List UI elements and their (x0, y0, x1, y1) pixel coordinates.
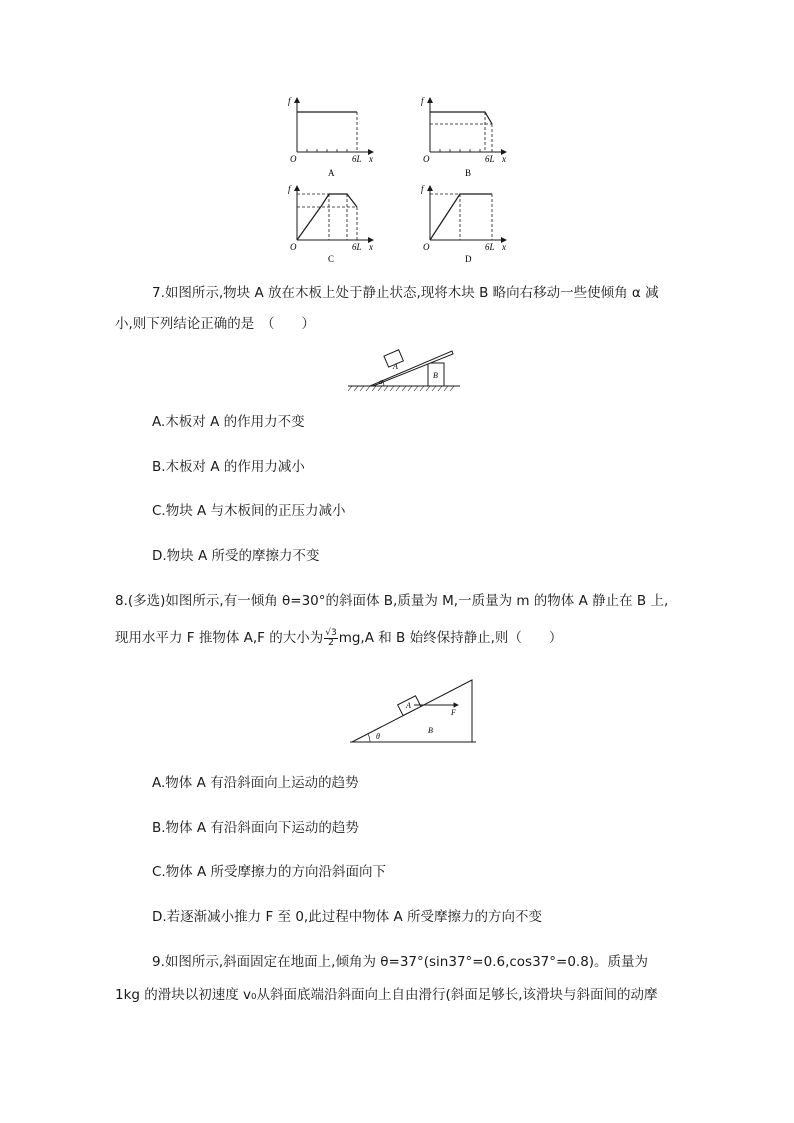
q7-label-a: A (393, 362, 398, 371)
graph-c-tick: 6L (352, 242, 362, 252)
graph-a-f-label: f (288, 96, 291, 106)
q8-option-a: A.物体 A 有沿斜面向上运动的趋势 (152, 775, 359, 791)
q8-label-b: B (428, 726, 433, 735)
q7-line-1: 7.如图所示,物块 A 放在木板上处于静止状态,现将木块 B 略向右移动一些使倾角 α 减 (152, 285, 659, 301)
graph-b-caption: B (465, 168, 472, 178)
graph-d-tick: 6L (485, 242, 495, 252)
q8-figure (348, 676, 478, 746)
q7-option-d: D.物块 A 所受的摩擦力不变 (152, 548, 320, 564)
q7-label-b: B (433, 371, 438, 380)
q8-option-d: D.若逐渐减小推力 F 至 0,此过程中物体 A 所受摩擦力的方向不变 (152, 909, 543, 925)
graph-c-f-label: f (288, 184, 291, 194)
graph-b-x-label: x (502, 154, 506, 164)
q8-label-a: A (406, 701, 411, 710)
graph-a-caption: A (328, 168, 335, 178)
graph-d-x-label: x (502, 242, 506, 252)
q8-fraction (324, 629, 337, 648)
q8-label-f: F (451, 708, 456, 717)
q9-line-2: 1kg 的滑块以初速度 v₀从斜面底端沿斜面向上自由滑行(斜面足够长,该滑块与斜面间的动摩 (115, 987, 658, 1003)
graph-c-origin: O (290, 242, 297, 252)
q8-option-b: B.物体 A 有沿斜面向下运动的趋势 (152, 820, 359, 836)
q8-line-1: 8.(多选)如图所示,有一倾角 θ=30°的斜面体 B,质量为 M,一质量为 m 的物体 A 静止在 B 上, (115, 593, 669, 609)
graphs-figure (280, 92, 520, 262)
q7-figure (346, 346, 462, 394)
q7-label-alpha: α (379, 378, 383, 386)
q8-fraction-den: 2 (328, 637, 334, 648)
graph-a-x-label: x (369, 154, 373, 164)
q7-line-2: 小,则下列结论正确的是 （ ） (115, 316, 316, 332)
graph-b-f-label: f (421, 96, 424, 106)
q7-option-c: C.物块 A 与木板间的正压力减小 (152, 503, 346, 519)
graph-a-origin: O (290, 154, 297, 164)
q9-line-1: 9.如图所示,斜面固定在地面上,倾角为 θ=37°(sin37°=0.6,cos37°=0.8)。质量为 (152, 954, 649, 970)
graph-c-x-label: x (369, 242, 373, 252)
q8-line-2-pre: 现用水平力 F 推物体 A,F 的大小为 (115, 630, 324, 646)
graph-c (288, 184, 373, 262)
graph-d-f-label: f (421, 184, 424, 194)
q8-line-2-post: mg,A 和 B 始终保持静止,则（ ） (338, 630, 563, 646)
graph-d-origin: O (423, 242, 430, 252)
q7-option-b: B.木板对 A 的作用力减小 (152, 459, 305, 475)
q8-line-2 (115, 628, 562, 648)
graph-b-tick: 6L (485, 154, 495, 164)
q7-option-a: A.木板对 A 的作用力不变 (152, 414, 305, 430)
graph-c-caption: C (328, 254, 335, 262)
q8-label-theta: θ (376, 732, 380, 741)
graph-d-caption: D (465, 254, 472, 262)
q8-option-c: C.物体 A 所受摩擦力的方向沿斜面向下 (152, 864, 387, 880)
graph-b-origin: O (423, 154, 430, 164)
graph-a (288, 96, 373, 178)
graph-d (421, 184, 506, 262)
q8-fraction-num: √3 (325, 627, 337, 638)
graph-b (421, 96, 506, 178)
graph-a-tick: 6L (352, 154, 362, 164)
